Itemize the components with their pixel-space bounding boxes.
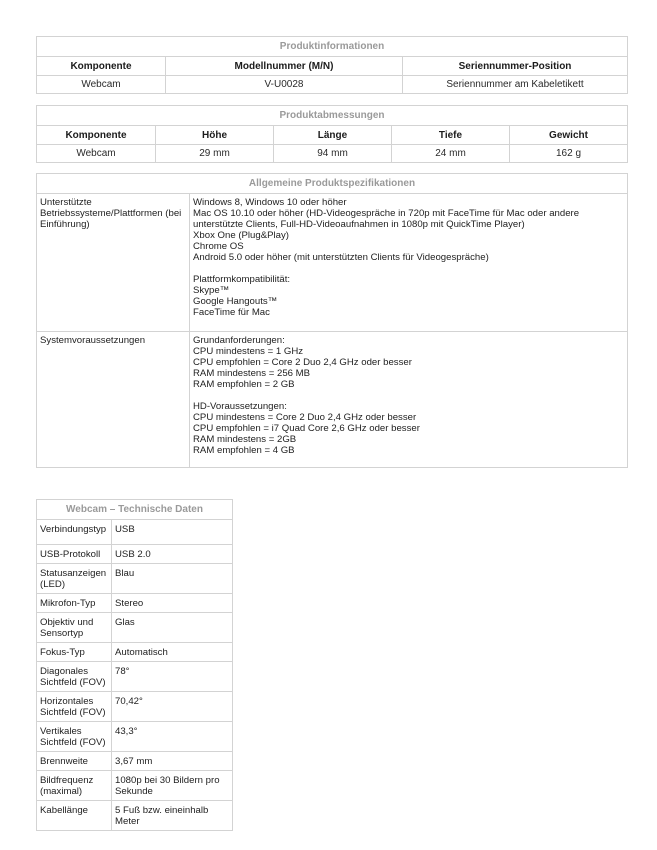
spec-value: Blau bbox=[112, 564, 233, 594]
spec-line: Mac OS 10.10 oder höher (HD-Videogespräche in 720p mit FaceTime für Mac oder andere unterstützte Clients, Full-HD-Videoaufnahmen in 1080p mit QuickTime Player) bbox=[193, 208, 580, 230]
table-caption: Allgemeine Produktspezifikationen bbox=[37, 174, 628, 194]
spec-value: Stereo bbox=[112, 594, 233, 613]
table-caption: Produktinformationen bbox=[37, 37, 628, 57]
spec-line: CPU mindestens = 1 GHz bbox=[193, 346, 304, 357]
technische-daten-table bbox=[36, 499, 233, 831]
column-header: Seriennummer-Position bbox=[403, 57, 628, 76]
produktinformationen-table bbox=[36, 36, 628, 94]
column-header: Tiefe bbox=[392, 126, 510, 145]
row-value-systemvoraussetzungen bbox=[190, 332, 628, 468]
spec-value: 5 Fuß bzw. eineinhalb Meter bbox=[112, 801, 233, 831]
spec-label: Kabellänge bbox=[37, 801, 112, 831]
spec-label: Statusanzeigen (LED) bbox=[37, 564, 112, 594]
spec-value: Automatisch bbox=[112, 643, 233, 662]
spec-line: Xbox One (Plug&Play) bbox=[193, 230, 289, 241]
spec-line: Skype™ bbox=[193, 285, 230, 296]
spec-label: Diagonales Sichtfeld (FOV) bbox=[37, 662, 112, 692]
spec-label: USB-Protokoll bbox=[37, 545, 112, 564]
spec-line: RAM empfohlen = 2 GB bbox=[193, 379, 295, 390]
table-cell: Webcam bbox=[37, 76, 166, 94]
column-header: Gewicht bbox=[510, 126, 628, 145]
spec-line: Grundanforderungen: bbox=[193, 335, 285, 346]
spec-value: 3,67 mm bbox=[112, 752, 233, 771]
spec-line: CPU empfohlen = i7 Quad Core 2,6 GHz oder besser bbox=[193, 423, 420, 434]
row-value-betriebssysteme bbox=[190, 194, 628, 332]
spec-line: CPU empfohlen = Core 2 Duo 2,4 GHz oder besser bbox=[193, 357, 412, 368]
column-header: Komponente bbox=[37, 126, 156, 145]
spec-line: Android 5.0 oder höher (mit unterstützten Clients für Videogespräche) bbox=[193, 252, 489, 263]
spec-value: 1080p bei 30 Bildern pro Sekunde bbox=[112, 771, 233, 801]
spec-line: Plattformkompatibilität: bbox=[193, 274, 291, 285]
table-caption: Produktabmessungen bbox=[37, 106, 628, 126]
spec-label: Horizontales Sichtfeld (FOV) bbox=[37, 692, 112, 722]
produktabmessungen-table bbox=[36, 105, 628, 163]
spec-line: RAM empfohlen = 4 GB bbox=[193, 445, 295, 456]
table-cell: V-U0028 bbox=[166, 76, 403, 94]
table-caption: Webcam – Technische Daten bbox=[37, 500, 233, 520]
spec-label: Verbindungstyp bbox=[37, 520, 112, 545]
column-header: Komponente bbox=[37, 57, 166, 76]
spec-line: Chrome OS bbox=[193, 241, 244, 252]
spec-line: RAM mindestens = 2GB bbox=[193, 434, 297, 445]
spec-label: Vertikales Sichtfeld (FOV) bbox=[37, 722, 112, 752]
table-cell: 94 mm bbox=[274, 145, 392, 163]
column-header: Modellnummer (M/N) bbox=[166, 57, 403, 76]
spec-line: Windows 8, Windows 10 oder höher bbox=[193, 197, 347, 208]
spec-value: USB bbox=[112, 520, 233, 545]
column-header: Länge bbox=[274, 126, 392, 145]
spec-line: FaceTime für Mac bbox=[193, 307, 270, 318]
spec-label: Bildfrequenz (maximal) bbox=[37, 771, 112, 801]
spec-line: HD-Voraussetzungen: bbox=[193, 401, 287, 412]
table-cell: Seriennummer am Kabeletikett bbox=[403, 76, 628, 94]
spec-label: Objektiv und Sensortyp bbox=[37, 613, 112, 643]
spec-label: Mikrofon-Typ bbox=[37, 594, 112, 613]
spec-label: Brennweite bbox=[37, 752, 112, 771]
spec-label: Fokus-Typ bbox=[37, 643, 112, 662]
spec-value: Glas bbox=[112, 613, 233, 643]
spec-value: 78° bbox=[112, 662, 233, 692]
spec-value: 43,3° bbox=[112, 722, 233, 752]
spec-value: USB 2.0 bbox=[112, 545, 233, 564]
table-cell: 24 mm bbox=[392, 145, 510, 163]
table-cell: 29 mm bbox=[156, 145, 274, 163]
column-header: Höhe bbox=[156, 126, 274, 145]
produktspezifikationen-table bbox=[36, 173, 628, 468]
spec-line: CPU mindestens = Core 2 Duo 2,4 GHz oder besser bbox=[193, 412, 417, 423]
spec-value: 70,42° bbox=[112, 692, 233, 722]
row-label-betriebssysteme: Unterstützte Betriebssysteme/Plattformen (bei Einführung) bbox=[37, 194, 190, 332]
row-label-systemvoraussetzungen: Systemvoraussetzungen bbox=[37, 332, 190, 468]
spec-line: RAM mindestens = 256 MB bbox=[193, 368, 311, 379]
table-cell: 162 g bbox=[510, 145, 628, 163]
spec-line: Google Hangouts™ bbox=[193, 296, 278, 307]
table-cell: Webcam bbox=[37, 145, 156, 163]
